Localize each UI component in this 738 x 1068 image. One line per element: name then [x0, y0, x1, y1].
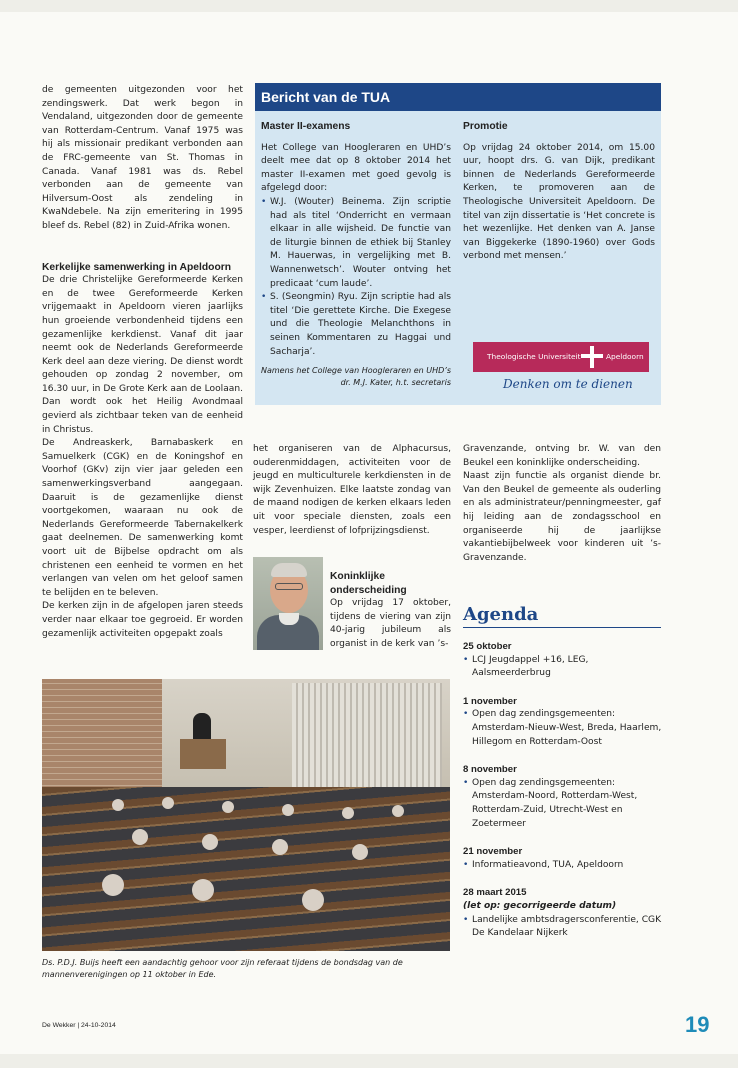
list-item: • W.J. (Wouter) Beinema. Zijn scriptie had als titel ‘Onderricht en vermaan elkaar in alle wijsheid. De functie van de liturgie binnen de ethiek bij Stanley M. Hauerwas, in vergelijking met B. Wannenwetsch’. Wouter ontving het predicaat ‘cum laude’. [261, 196, 451, 291]
tua-box-title: Bericht van de TUA [255, 83, 661, 111]
master-heading: Master II-examens [261, 121, 351, 132]
master-intro: Het College van Hoogleraren en UHD’s deelt mee dat op 8 oktober 2014 het master II-examen met goed gevolg is afgelegd door: [261, 142, 451, 194]
agenda-date: 8 november [463, 764, 517, 776]
tua-logo [473, 342, 649, 372]
section-heading-onderscheiding: Koninklijke onderscheiding [330, 571, 407, 596]
signature-line: Namens het College van Hoogleraren en UHD’s [261, 366, 452, 376]
tua-motto: Denken om te dienen [503, 377, 633, 391]
tua-announcement-box [255, 83, 661, 405]
paragraph: De kerken zijn in de afgelopen jaren steeds verder naar elkaar toe gegroeid. Er worden gezamenlijk activiteiten opgepakt zoals [42, 601, 243, 639]
page-number: 19 [685, 1012, 710, 1037]
church-photo [42, 679, 450, 951]
paragraph: Naast zijn functie als organist diende br. Van den Beukel de gemeente als ouderling en als administrateur/penningmeester, gaf hij leiding aan de zondagsschool en organiseerde hij de jaarlijkse vakantiebijbelweek voor kinderen uit ’s-Gravenzande. [463, 471, 661, 563]
agenda-date: 21 november [463, 846, 523, 858]
logo-text: Theologische Universiteit [487, 352, 581, 361]
agenda-entry: • Open dag zendingsgemeenten: Amsterdam-Noord, Rotterdam-West, Rotterdam-Zuid, Utrecht-West en Zoetermeer [463, 777, 663, 831]
onderscheiding-section [330, 570, 451, 652]
column-3 [463, 443, 661, 565]
agenda-title: Agenda [463, 604, 661, 628]
column-2 [253, 443, 451, 538]
logo-text: Apeldoorn [606, 352, 644, 361]
paragraph: De drie Christelijke Gereformeerde Kerken en de twee Gereformeerde Kerken vrijgemaakt in Apeldoorn vieren jaarlijks hun groeiende verbondenheid tijdens een gezamenlijke kerkdienst. Vanaf dit jaar neemt ook de Nederlands Gereformeerde Kerk deel aan deze viering. De dienst wordt gehouden op zondag 2 november, om 16.30 uur, in De Grote Kerk aan de Loolaan. Dan wordt ook het Heilig Avondmaal gevierd als zichtbaar teken van de eenheid in Christus. [42, 275, 243, 435]
agenda-item [463, 640, 663, 681]
column-1 [42, 84, 243, 641]
paragraph: Op vrijdag 17 oktober, tijdens de viering van zijn 40-jarig jubileum als organist in de kerk van ’s- [330, 598, 451, 649]
paragraph: het organiseren van de Alphacursus, ouderenmiddagen, activiteiten voor de jeugd en multiculturele kerkdiensten in de wijk Zevenhuizen. Elke laatste zondag van de maand nodigen de kerken elkaars leden uit voor speciale diensten, zoals een vesper, leerdienst of lofprijzingsdienst. [253, 444, 451, 536]
promotie-heading: Promotie [463, 121, 508, 132]
agenda-date: 28 maart 2015 [463, 887, 527, 899]
master-section [261, 120, 451, 389]
signature-line: dr. M.J. Kater, h.t. secretaris [340, 378, 451, 388]
intro-paragraph: de gemeenten uitgezonden voor het zendingswerk. Dat werk begon in Vendaland, uitgezonden door de gemeente van Rotterdam-Centrum. Vanaf 1975 was hij als missionair predikant verbonden aan de FRC-gemeente van St. Thomas in Canada. Vanaf 1981 was ds. Rebel verbonden aan de gemeente van Hilversum-Oost als zendeling in KwaNdebele. Na zijn emeritering in 1995 bleef ds. Rebel (82) in Zuid-Afrika wonen. [42, 85, 243, 231]
agenda-date: 25 oktober [463, 641, 512, 652]
agenda-note: (let op: gecorrigeerde datum) [463, 900, 617, 911]
list-item: • S. (Seongmin) Ryu. Zijn scriptie had als titel ‘Die gerettete Kirche. Die Exegese und die Theologie Melanchthons in seinen Kommentaren zu Haggai und Sacharja’. [261, 291, 451, 359]
cross-icon [581, 346, 603, 368]
portrait-photo [253, 557, 323, 650]
top-margin [0, 0, 738, 12]
agenda-entry: • Open dag zendingsgemeenten: Amsterdam-Nieuw-West, Breda, Haarlem, Hillegom en Rotterdam-Oost [463, 708, 663, 749]
agenda-item [463, 845, 663, 872]
agenda-item [463, 763, 663, 831]
bottom-margin [0, 1054, 738, 1068]
promotie-section [463, 120, 655, 264]
signature [261, 365, 451, 389]
photo-caption: Ds. P.D.J. Buijs heeft een aandachtig gehoor voor zijn referaat tijdens de bondsdag van de mannenverenigingen op 11 oktober in Ede. [42, 958, 403, 979]
agenda-item [463, 886, 663, 940]
agenda-item [463, 695, 663, 749]
graduate-list [261, 196, 451, 359]
section-heading-samenwerking: Kerkelijke samenwerking in Apeldoorn [42, 261, 232, 273]
promotie-text: Op vrijdag 24 oktober 2014, om 15.00 uur, hoopt drs. G. van Dijk, predikant binnen de Nederlands Gereformeerde Kerken, te promoveren aan de Theologische Universiteit Apeldoorn. De titel van zijn dissertatie is ‘Het concrete is het wezenlijke. Het denken van A. Janse van Biggekerke (1890-1960) over Gods verbond met mensen.’ [463, 142, 655, 262]
agenda-list [463, 640, 663, 955]
agenda-date: 1 november [463, 695, 517, 707]
agenda-entry: • Landelijke ambtsdragersconferentie, CGK De Kandelaar Nijkerk [463, 914, 663, 941]
paragraph: De Andreaskerk, Barnabaskerk en Samuelkerk (CGK) en de Koningshof en Voorhof (GKv) zijn vier jaar geleden een samenwerkingsverband aangegaan. Daaruit is de gezamenlijke dienst voortgekomen, waaraan nu ook de Nederlands Gereformeerde Tabernakelkerk gaat deelnemen. De samenwerking komt voort uit de Bijbelse opdracht om als christenen een eenheid te vormen en het verlangen van velen om het geloof samen te belijden en te beleven. [42, 438, 243, 598]
paragraph: Gravenzande, ontving br. W. van den Beukel een koninklijke onderscheiding. [463, 444, 661, 468]
agenda-entry: • Informatieavond, TUA, Apeldoorn [463, 859, 663, 873]
publication-footer: De Wekker | 24-10-2014 [42, 1022, 116, 1029]
agenda-entry: • LCJ Jeugdappel +16, LEG, Aalsmeerderbrug [463, 654, 663, 681]
